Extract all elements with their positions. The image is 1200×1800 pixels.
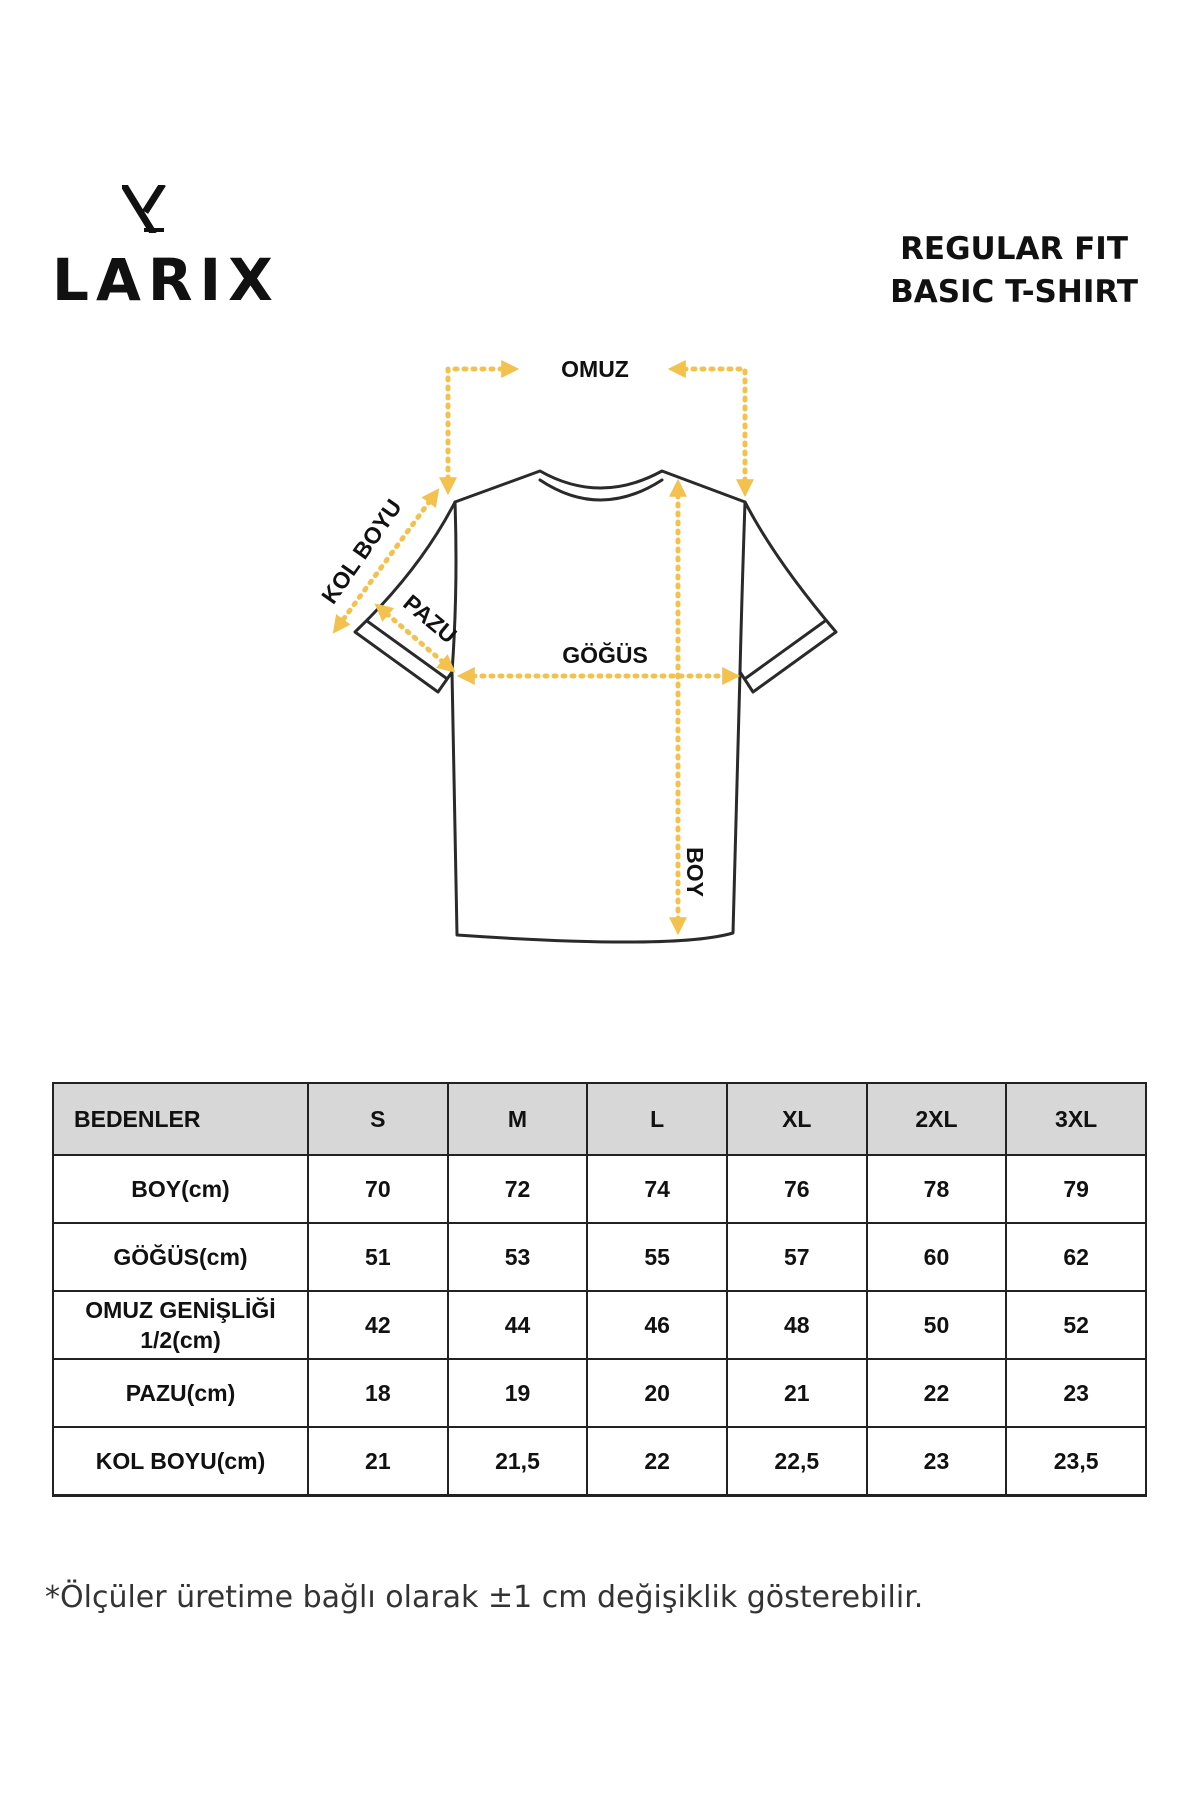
size-chart-table [52,1082,1147,1497]
table-cell: 78 [867,1155,1007,1223]
measurement-tolerance-note: *Ölçüler üretime bağlı olarak ±1 cm değişiklik gösterebilir. [45,1580,924,1615]
chest-label: GÖĞÜS [562,642,648,668]
row-label: BOY(cm) [53,1155,308,1223]
product-title-line1: REGULAR FIT [900,231,1128,267]
table-cell: 22 [867,1359,1007,1427]
table-cell: 52 [1006,1291,1146,1359]
table-cell: 48 [727,1291,867,1359]
table-cell: 76 [727,1155,867,1223]
length-label: BOY [682,847,708,897]
table-cell: 51 [308,1223,448,1291]
table-cell: 21,5 [448,1427,588,1496]
table-row-sleeve-length [53,1427,1146,1496]
table-cell: 21 [308,1427,448,1496]
table-row-shoulder [53,1291,1146,1359]
table-row-length [53,1155,1146,1223]
row-label: PAZU(cm) [53,1359,308,1427]
sleeve-length-label: KOL BOYU [316,494,407,609]
header-size-s: S [308,1083,448,1155]
table-cell: 46 [587,1291,727,1359]
tshirt-right-armhole [740,502,745,672]
table-cell: 55 [587,1223,727,1291]
table-cell: 74 [587,1155,727,1223]
table-cell: 18 [308,1359,448,1427]
table-cell: 70 [308,1155,448,1223]
table-cell: 50 [867,1291,1007,1359]
table-cell: 42 [308,1291,448,1359]
row-label: KOL BOYU(cm) [53,1427,308,1496]
table-cell: 72 [448,1155,588,1223]
brand-name: LARIX [52,246,280,314]
header-size-2xl: 2XL [867,1083,1007,1155]
header-size-l: L [587,1083,727,1155]
row-label-line1: OMUZ GENİŞLİĞİ [85,1297,276,1323]
shoulder-arrow-right [675,369,745,490]
tshirt-body-outline [355,471,836,942]
table-cell: 19 [448,1359,588,1427]
table-cell: 20 [587,1359,727,1427]
tshirt-left-armhole [452,502,456,672]
table-cell: 22 [587,1427,727,1496]
row-label [53,1291,308,1359]
header-size-xl: XL [727,1083,867,1155]
tshirt-collar [540,480,662,500]
table-cell: 57 [727,1223,867,1291]
header-sizes: BEDENLER [53,1083,308,1155]
header-size-3xl: 3XL [1006,1083,1146,1155]
table-cell: 22,5 [727,1427,867,1496]
bicep-label: PAZU [398,589,462,649]
row-label: GÖĞÜS(cm) [53,1223,308,1291]
table-cell: 44 [448,1291,588,1359]
table-cell: 60 [867,1223,1007,1291]
table-cell: 62 [1006,1223,1146,1291]
row-label-line2: 1/2(cm) [140,1327,221,1353]
table-cell: 21 [727,1359,867,1427]
shoulder-arrow-left [448,369,512,488]
table-row-bicep [53,1359,1146,1427]
table-row-chest [53,1223,1146,1291]
table-cell: 23 [1006,1359,1146,1427]
product-title-line2: BASIC T-SHIRT [890,274,1138,310]
table-cell: 23,5 [1006,1427,1146,1496]
table-cell: 53 [448,1223,588,1291]
header-size-m: M [448,1083,588,1155]
tshirt-outline [355,471,836,942]
table-cell: 79 [1006,1155,1146,1223]
table-header-row [53,1083,1146,1155]
shoulder-label: OMUZ [561,356,629,382]
table-cell: 23 [867,1427,1007,1496]
